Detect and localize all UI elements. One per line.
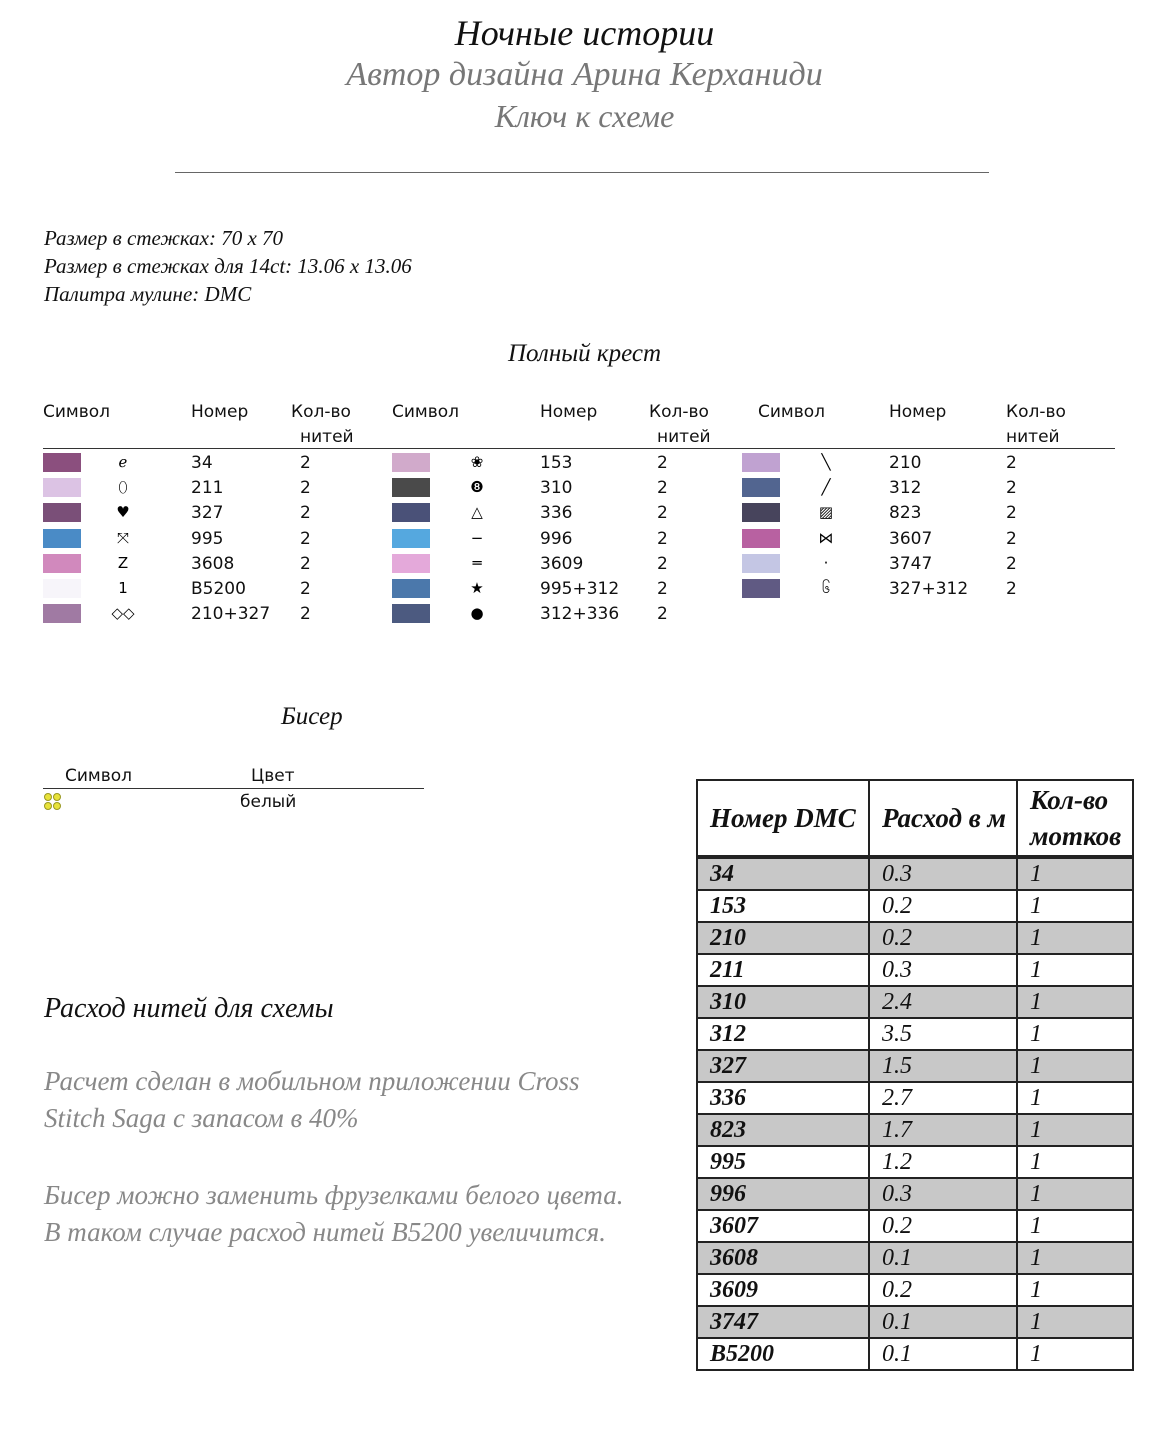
thread-number: 995: [191, 529, 224, 549]
stitch-symbol-icon: −: [470, 529, 484, 547]
dmc-table-row: [697, 1242, 1133, 1274]
header-symbol: Символ: [43, 402, 111, 422]
dmc-table-row: [697, 954, 1133, 986]
dmc-skeins-cell: 1: [1017, 1178, 1133, 1210]
thread-number: 210+327: [191, 604, 271, 624]
dmc-usage-cell: 0.2: [869, 1274, 1017, 1306]
dmc-number-cell: 34: [697, 857, 869, 890]
thread-count: 2: [657, 453, 668, 473]
header-count-line2: нитей: [657, 427, 711, 447]
dmc-number-cell: 3608: [697, 1242, 869, 1274]
color-swatch: [742, 529, 780, 548]
palette: Палитра мулине: DMC: [44, 282, 252, 306]
thread-number: B5200: [191, 579, 246, 599]
dmc-skeins-cell: 1: [1017, 1274, 1133, 1306]
thread-count: 2: [657, 579, 668, 599]
color-swatch: [43, 529, 81, 548]
beads-header-color: Цвет: [251, 766, 295, 786]
color-swatch: [43, 554, 81, 573]
dmc-skeins-cell: 1: [1017, 954, 1133, 986]
thread-number: 3609: [540, 554, 584, 574]
dmc-number-cell: 336: [697, 1082, 869, 1114]
dmc-table-row: [697, 986, 1133, 1018]
dmc-table-row: [697, 1018, 1133, 1050]
color-swatch: [742, 453, 780, 472]
thread-count: 2: [300, 529, 311, 549]
thread-count: 2: [1006, 503, 1017, 523]
stitch-symbol-icon: ═: [472, 554, 482, 572]
header-number: Номер: [191, 402, 249, 422]
dmc-skeins-cell: 1: [1017, 1242, 1133, 1274]
dmc-skeins-cell: 1: [1017, 922, 1133, 954]
thread-number: 3607: [889, 529, 933, 549]
stitch-symbol-icon: ⤧: [116, 529, 129, 547]
color-swatch: [43, 579, 81, 598]
dmc-table-row: [697, 857, 1133, 890]
thread-number: 312+336: [540, 604, 620, 624]
dmc-number-cell: 3607: [697, 1210, 869, 1242]
usage-note-line: Бисер можно заменить фрузелками белого цвета.: [44, 1180, 624, 1210]
header-count: Кол-во: [1006, 402, 1066, 422]
dmc-table-row: [697, 1050, 1133, 1082]
usage-note-line: Stitch Saga с запасом в 40%: [44, 1103, 359, 1133]
dmc-table-row: [697, 1210, 1133, 1242]
header-count-line2: нитей: [1006, 427, 1060, 447]
dmc-skeins-cell: 1: [1017, 1338, 1133, 1370]
subtitle: Ключ к схеме: [494, 98, 675, 134]
dmc-usage-cell: 3.5: [869, 1018, 1017, 1050]
four-beads-icon: [44, 793, 62, 811]
thread-count: 2: [657, 529, 668, 549]
dmc-usage-cell: 0.1: [869, 1242, 1017, 1274]
thread-count: 2: [657, 503, 668, 523]
dmc-usage-cell: 0.3: [869, 954, 1017, 986]
color-swatch: [392, 478, 430, 497]
color-swatch: [742, 579, 780, 598]
dmc-usage-cell: 2.7: [869, 1082, 1017, 1114]
size-stitches: Размер в стежках: 70 x 70: [44, 226, 284, 250]
dmc-skeins-cell: 1: [1017, 857, 1133, 890]
header-count: Кол-во: [291, 402, 351, 422]
thread-number: 327: [191, 503, 224, 523]
document-title: Ночные истории: [454, 13, 715, 53]
dmc-usage-cell: 0.1: [869, 1306, 1017, 1338]
beads-header-divider: [43, 788, 424, 789]
dmc-skeins-cell: 1: [1017, 986, 1133, 1018]
stitch-symbol-icon: ★: [470, 579, 484, 597]
dmc-usage-cell: 0.2: [869, 890, 1017, 922]
dmc-table-row: [697, 1082, 1133, 1114]
dmc-header-number: Номер DMC: [697, 780, 869, 857]
dmc-table-row: [697, 1178, 1133, 1210]
dmc-number-cell: 823: [697, 1114, 869, 1146]
dmc-table-row: [697, 922, 1133, 954]
color-swatch: [392, 554, 430, 573]
thread-count: 2: [1006, 579, 1017, 599]
dmc-number-cell: 210: [697, 922, 869, 954]
dmc-header-usage: Расход в м: [869, 780, 1017, 857]
thread-count: 2: [657, 478, 668, 498]
thread-number: 312: [889, 478, 922, 498]
thread-count: 2: [300, 604, 311, 624]
dmc-usage-cell: 1.7: [869, 1114, 1017, 1146]
thread-number: 210: [889, 453, 922, 473]
header-number: Номер: [889, 402, 947, 422]
dmc-skeins-cell: 1: [1017, 1114, 1133, 1146]
thread-count: 2: [300, 579, 311, 599]
thread-count: 2: [300, 478, 311, 498]
stitch-symbol-icon: ╲: [821, 453, 831, 471]
author-line: Автор дизайна Арина Керханиди: [346, 56, 823, 93]
bead-color-value: белый: [240, 792, 297, 812]
thread-number: 3747: [889, 554, 933, 574]
dmc-number-cell: 995: [697, 1146, 869, 1178]
usage-note-line: В таком случае расход нитей B5200 увеличится.: [44, 1217, 606, 1247]
thread-number: 995+312: [540, 579, 620, 599]
dmc-usage-cell: 0.2: [869, 1210, 1017, 1242]
dmc-skeins-cell: 1: [1017, 1050, 1133, 1082]
dmc-skeins-cell: 1: [1017, 1082, 1133, 1114]
dmc-number-cell: 3747: [697, 1306, 869, 1338]
stitch-symbol-icon: ◇◇: [111, 604, 135, 622]
dmc-table-row: [697, 1338, 1133, 1370]
dmc-usage-cell: 0.2: [869, 922, 1017, 954]
color-swatch: [392, 604, 430, 623]
color-swatch: [43, 503, 81, 522]
thread-number: 34: [191, 453, 213, 473]
dmc-number-cell: 211: [697, 954, 869, 986]
dmc-header-skeins: Кол-во мотков: [1017, 780, 1133, 857]
stitch-symbol-icon: Z: [117, 554, 129, 572]
header-symbol: Символ: [758, 402, 826, 422]
dmc-number-cell: 327: [697, 1050, 869, 1082]
thread-number: 3608: [191, 554, 235, 574]
thread-number: 310: [540, 478, 573, 498]
color-swatch: [742, 503, 780, 522]
color-swatch: [392, 529, 430, 548]
thread-count: 2: [1006, 478, 1017, 498]
dmc-usage-cell: 1.2: [869, 1146, 1017, 1178]
dmc-number-cell: 310: [697, 986, 869, 1018]
header-count-line2: нитей: [300, 427, 354, 447]
color-swatch: [742, 554, 780, 573]
stitch-symbol-icon: ·: [823, 554, 829, 572]
dmc-skeins-cell: 1: [1017, 1018, 1133, 1050]
stitch-symbol-icon: △: [471, 503, 483, 521]
stitch-symbol-icon: ၆: [821, 579, 831, 597]
dmc-usage-table: [696, 779, 1134, 1371]
stitch-symbol-icon: ❀: [470, 453, 484, 471]
thread-number: 327+312: [889, 579, 969, 599]
stitch-symbol-icon: ●: [470, 604, 484, 622]
thread-number: 996: [540, 529, 573, 549]
stitch-symbol-icon: ╱: [821, 478, 831, 496]
dmc-table-row: [697, 1306, 1133, 1338]
cross-section-title: Полный крест: [507, 340, 662, 367]
dmc-skeins-cell: 1: [1017, 1306, 1133, 1338]
thread-count: 2: [1006, 554, 1017, 574]
color-swatch: [392, 579, 430, 598]
thread-count: 2: [300, 503, 311, 523]
thread-count: 2: [657, 604, 668, 624]
size-14ct: Размер в стежках для 14ct: 13.06 x 13.06: [44, 254, 412, 278]
color-swatch: [43, 478, 81, 497]
thread-number: 823: [889, 503, 922, 523]
dmc-number-cell: 312: [697, 1018, 869, 1050]
dmc-table-header-row: [697, 780, 1133, 857]
dmc-usage-cell: 0.3: [869, 1178, 1017, 1210]
dmc-usage-cell: 0.3: [869, 857, 1017, 890]
usage-title: Расход нитей для схемы: [44, 993, 334, 1024]
thread-count: 2: [1006, 453, 1017, 473]
color-swatch: [43, 453, 81, 472]
beads-header-symbol: Символ: [65, 766, 133, 786]
cross-header-divider: [43, 448, 1115, 449]
beads-section-title: Бисер: [281, 703, 343, 730]
thread-count: 2: [1006, 529, 1017, 549]
dmc-skeins-cell: 1: [1017, 890, 1133, 922]
dmc-usage-cell: 1.5: [869, 1050, 1017, 1082]
dmc-usage-cell: 2.4: [869, 986, 1017, 1018]
header-count: Кол-во: [649, 402, 709, 422]
thread-count: 2: [300, 453, 311, 473]
thread-number: 336: [540, 503, 573, 523]
dmc-table-row: [697, 890, 1133, 922]
thread-number: 153: [540, 453, 573, 473]
dmc-number-cell: 3609: [697, 1274, 869, 1306]
dmc-number-cell: 996: [697, 1178, 869, 1210]
dmc-skeins-cell: 1: [1017, 1146, 1133, 1178]
color-swatch: [742, 478, 780, 497]
dmc-table-row: [697, 1274, 1133, 1306]
dmc-skeins-cell: 1: [1017, 1210, 1133, 1242]
dmc-number-cell: 153: [697, 890, 869, 922]
stitch-symbol-icon: 1: [118, 579, 128, 597]
thread-number: 211: [191, 478, 224, 498]
stitch-symbol-icon: ❽: [470, 478, 484, 496]
header-symbol: Символ: [392, 402, 460, 422]
dmc-number-cell: B5200: [697, 1338, 869, 1370]
thread-count: 2: [300, 554, 311, 574]
thread-count: 2: [657, 554, 668, 574]
stitch-symbol-icon: ℯ: [118, 453, 128, 471]
dmc-table-row: [697, 1146, 1133, 1178]
stitch-symbol-icon: ⋈: [818, 529, 834, 547]
color-swatch: [392, 503, 430, 522]
stitch-symbol-icon: ⬯: [118, 478, 128, 496]
header-divider: [175, 172, 989, 173]
header-number: Номер: [540, 402, 598, 422]
dmc-usage-cell: 0.1: [869, 1338, 1017, 1370]
stitch-symbol-icon: ▨: [818, 503, 834, 521]
dmc-table-row: [697, 1114, 1133, 1146]
stitch-symbol-icon: ♥: [116, 503, 130, 521]
color-swatch: [392, 453, 430, 472]
usage-note-line: Расчет сделан в мобильном приложении Cross: [44, 1066, 580, 1096]
color-swatch: [43, 604, 81, 623]
